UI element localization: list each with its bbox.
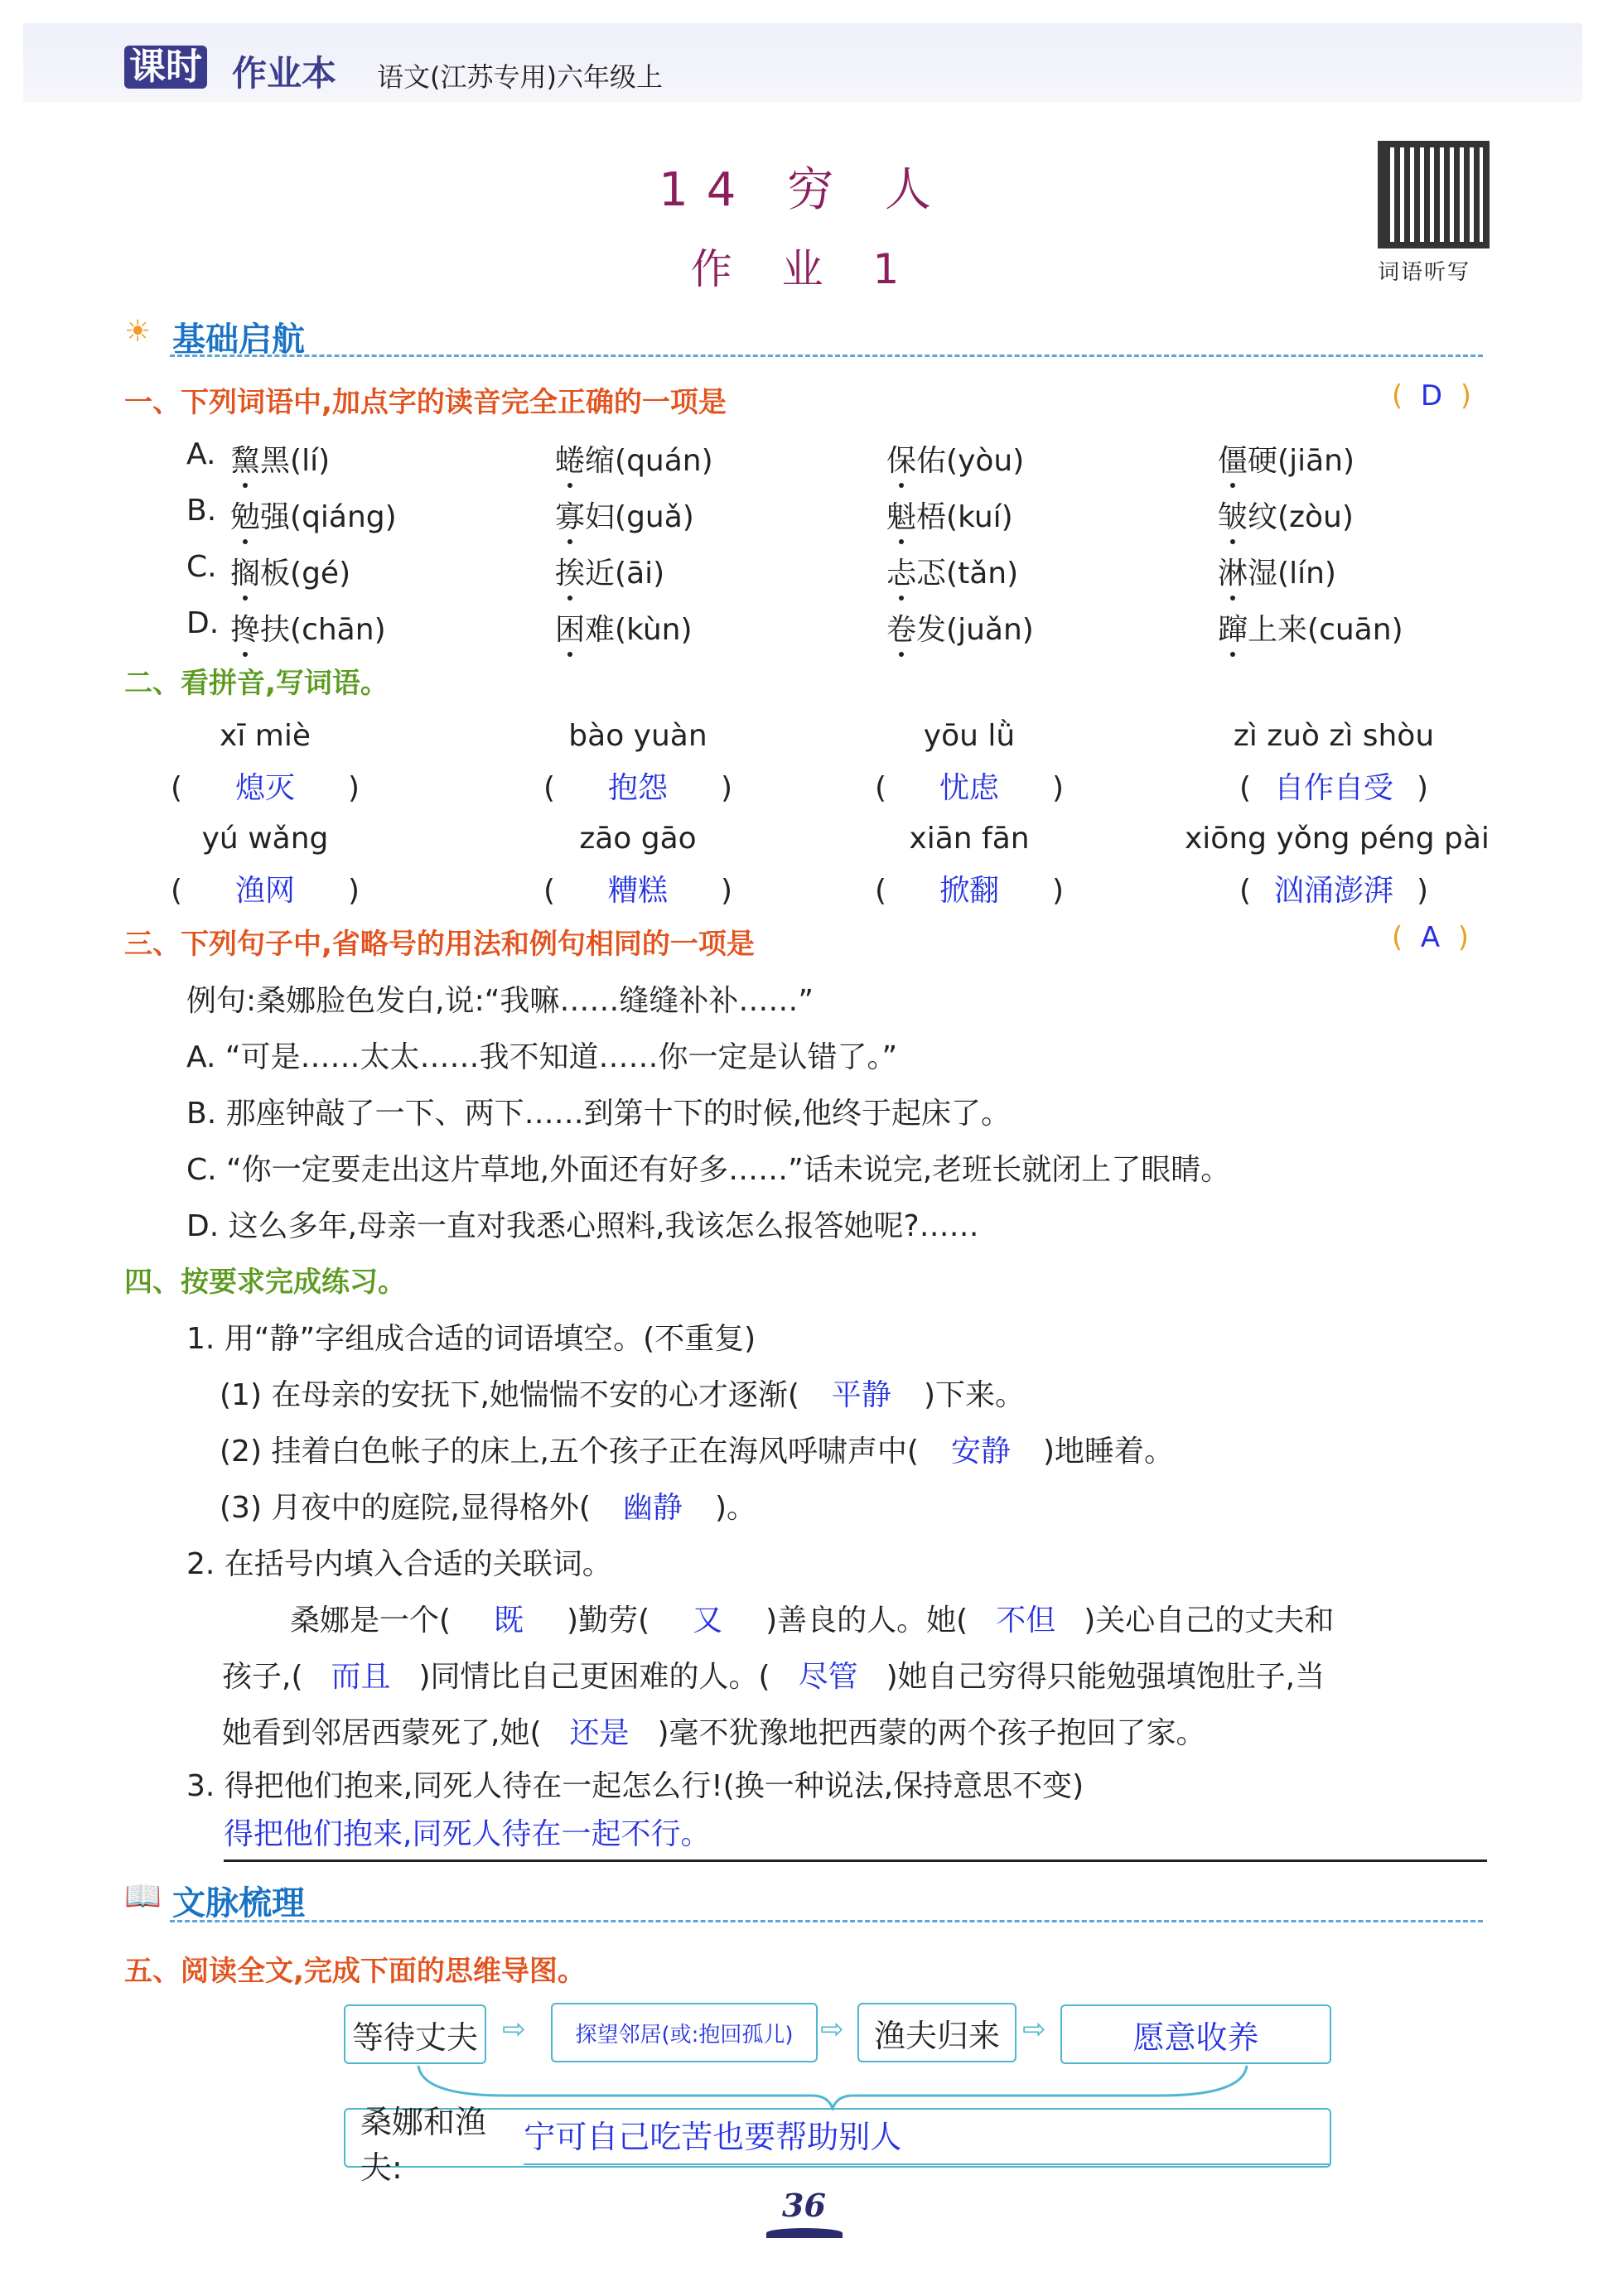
option-word xyxy=(886,437,1024,480)
word-rest: 近 xyxy=(585,557,616,591)
book-pin-icon: 📖 xyxy=(124,1879,162,1913)
word-rest: 难 xyxy=(585,613,616,647)
dotted-char: 卷 xyxy=(886,606,916,649)
answer-word: 还是 xyxy=(569,1716,630,1750)
dotted-char: 保 xyxy=(886,437,916,480)
word-rest: 佑 xyxy=(916,444,947,478)
word-rest: 硬 xyxy=(1248,444,1278,478)
dotted-char: 皱 xyxy=(1218,494,1248,536)
option-word xyxy=(555,550,664,592)
sentence-text: )地睡着。 xyxy=(1042,1435,1174,1469)
answer-word: 掀翻 xyxy=(939,874,999,908)
pinyin-prompt: yōu lǜ xyxy=(923,719,1016,753)
answer-word: 又 xyxy=(693,1604,723,1638)
answer-word: 不但 xyxy=(996,1604,1056,1638)
section-context: 文脉梳理 xyxy=(172,1884,305,1922)
answer-word: 平静 xyxy=(831,1378,891,1412)
option-label: D. xyxy=(186,606,220,640)
section-divider xyxy=(170,355,1483,357)
subject-label: 语文(江苏专用)六年级上 xyxy=(377,61,663,93)
option-word xyxy=(1218,606,1403,649)
q4-2-line xyxy=(290,1597,1334,1639)
word-rest: 黑 xyxy=(260,444,291,478)
option-word xyxy=(230,550,350,592)
pinyin-prompt: bào yuàn xyxy=(568,719,707,753)
sentence-text: )勤劳( xyxy=(567,1604,650,1638)
answer-word: 既 xyxy=(494,1604,524,1638)
option-word xyxy=(886,494,1013,536)
q4-3-answer: 得把他们抱来,同死人待在一起不行。 xyxy=(224,1817,711,1851)
word-rest: 纹 xyxy=(1248,500,1278,534)
lesson-subtitle: 作 业 1 xyxy=(690,245,918,293)
answer-blank: ( 汹涌澎湃 ) xyxy=(1210,867,1458,909)
option-word xyxy=(886,550,1018,592)
answer-word: 而且 xyxy=(331,1660,391,1694)
answer-word: 尽管 xyxy=(798,1660,858,1694)
word-rest: 强 xyxy=(260,500,291,534)
pinyin: (qiáng) xyxy=(290,500,397,534)
answer-word: 幽静 xyxy=(622,1491,683,1525)
dotted-char: 挨 xyxy=(555,550,585,592)
pinyin: (āi) xyxy=(615,557,665,591)
sun-icon: ☀ xyxy=(124,315,152,349)
option-word xyxy=(1218,437,1354,480)
answer-word: 抱怨 xyxy=(607,771,668,805)
dotted-char: 寡 xyxy=(555,494,585,536)
word-rest: 忑 xyxy=(916,557,947,591)
sentence-text: )下来。 xyxy=(923,1378,1025,1412)
pinyin: (zòu) xyxy=(1277,500,1354,534)
page-number: 36 xyxy=(782,2187,826,2224)
option-word xyxy=(1218,550,1336,592)
q4-2-line xyxy=(222,1710,1206,1752)
sentence-text: )毫不犹豫地把西蒙的两个孩子抱回了家。 xyxy=(657,1716,1206,1750)
dotted-char: 忐 xyxy=(886,550,916,592)
sentence-text: )关心自己的丈夫和 xyxy=(1084,1604,1335,1638)
word-rest: 板 xyxy=(260,557,291,591)
answer-word: 熄灭 xyxy=(234,771,295,805)
pinyin: (gé) xyxy=(290,557,351,591)
option-word xyxy=(555,494,694,536)
pinyin: (guǎ) xyxy=(615,500,694,534)
arrow-right-icon: ⇨ xyxy=(820,2013,844,2046)
answer-blank: ( 抱怨 ) xyxy=(514,765,762,807)
q4-2-prompt: 2. 在括号内填入合适的关联词。 xyxy=(186,1547,612,1581)
option-word xyxy=(886,606,1034,649)
arrow-right-icon: ⇨ xyxy=(1022,2013,1046,2046)
word-rest: 梧 xyxy=(916,500,947,534)
answer-word: 糟糕 xyxy=(607,874,668,908)
example-sentence: 例句:桑娜脸色发白,说:“我嘛……缝缝补补……” xyxy=(186,984,814,1018)
pinyin: (chān) xyxy=(290,613,386,647)
dotted-char: 魁 xyxy=(886,494,916,536)
dotted-char: 蜷 xyxy=(555,437,585,480)
pinyin: (kuí) xyxy=(946,500,1013,534)
arrow-right-icon: ⇨ xyxy=(502,2013,526,2046)
dotted-char: 困 xyxy=(555,606,585,649)
answer-word: 忧虑 xyxy=(939,771,999,805)
answer-blank: ( 熄灭 ) xyxy=(141,765,389,807)
q1-heading: 一、下列词语中,加点字的读音完全正确的一项是 xyxy=(124,386,727,419)
pinyin: (cuān) xyxy=(1307,613,1403,647)
sentence-text: (3) 月夜中的庭院,显得格外( xyxy=(220,1491,591,1525)
word-rest: 发 xyxy=(916,613,947,647)
pinyin: (jiān) xyxy=(1277,444,1355,478)
pinyin-prompt: xiōng yǒng péng pài xyxy=(1185,822,1490,856)
q4-1-prompt: 1. 用“静”字组成合适的词语填空。(不重复) xyxy=(186,1322,756,1356)
dotted-char: 僵 xyxy=(1218,437,1248,480)
pinyin-prompt: xī miè xyxy=(220,719,311,753)
brace xyxy=(414,2064,1251,2110)
pinyin: (quán) xyxy=(615,444,713,478)
dotted-char: 蹿 xyxy=(1218,606,1248,649)
sentence-text: )。 xyxy=(714,1491,756,1525)
summary-label: 桑娜和渔夫: xyxy=(360,2104,487,2186)
q1-answer-value: D xyxy=(1420,379,1443,412)
option-word xyxy=(230,606,386,649)
option-word xyxy=(230,437,330,480)
answer-line xyxy=(224,1859,1487,1862)
pinyin: (lín) xyxy=(1277,557,1336,591)
mindmap-box: 愿意收养 xyxy=(1060,2004,1331,2064)
sentence-text: (2) 挂着白色帐子的床上,五个孩子正在海风呼啸声中( xyxy=(220,1435,919,1469)
word-rest: 上来 xyxy=(1248,613,1308,647)
qr-code[interactable] xyxy=(1378,141,1490,248)
option-sentence: A. “可是……太太……我不知道……你一定是认错了。” xyxy=(186,1040,898,1074)
section-basic: 基础启航 xyxy=(172,321,305,359)
pinyin-prompt: zì zuò zì shòu xyxy=(1233,719,1435,753)
word-rest: 扶 xyxy=(260,613,291,647)
sentence-text: )善良的人。她( xyxy=(765,1604,968,1638)
pinyin: (kùn) xyxy=(615,613,693,647)
qr-label: 词语听写 xyxy=(1378,260,1471,285)
fill-sentence xyxy=(220,1484,756,1527)
option-label: B. xyxy=(186,494,217,528)
pinyin: (yòu) xyxy=(946,444,1025,478)
pinyin-prompt: zāo gāo xyxy=(579,822,697,856)
option-word xyxy=(1218,494,1354,536)
q3-heading: 三、下列句子中,省略号的用法和例句相同的一项是 xyxy=(124,928,755,961)
answer-word: 汹涌澎湃 xyxy=(1273,874,1393,908)
sentence-text: (1) 在母亲的安抚下,她惴惴不安的心才逐渐( xyxy=(220,1378,799,1412)
answer-blank: ( 渔网 ) xyxy=(141,867,389,909)
logo: 课时 xyxy=(124,46,207,89)
word-rest: 缩 xyxy=(585,444,616,478)
sentence-text: )她自己穷得只能勉强填饱肚子,当 xyxy=(886,1660,1326,1694)
pinyin: (tǎn) xyxy=(946,557,1019,591)
answer-blank: ( 忧虑 ) xyxy=(845,765,1094,807)
option-label: C. xyxy=(186,550,217,584)
dotted-char: 搁 xyxy=(230,550,260,592)
sentence-text: )同情比自己更困难的人。( xyxy=(418,1660,770,1694)
q4-2-line xyxy=(222,1653,1325,1695)
answer-blank: ( 自作自受 ) xyxy=(1210,765,1458,807)
pinyin-prompt: xiān fān xyxy=(909,822,1030,856)
book-icon xyxy=(766,2228,843,2238)
sentence-text: 桑娜是一个( xyxy=(290,1604,451,1638)
section-divider xyxy=(170,1920,1483,1922)
fill-sentence xyxy=(220,1428,1174,1470)
pinyin-prompt: yú wǎng xyxy=(201,822,329,856)
lesson-title: 14 穷 人 xyxy=(659,163,949,217)
option-label: A. xyxy=(186,437,216,471)
pinyin: (juǎn) xyxy=(946,613,1034,647)
q3-answer: ( A ) xyxy=(1392,921,1470,954)
fill-sentence xyxy=(220,1372,1025,1414)
mindmap-box: 探望邻居(或:抱回孤儿) xyxy=(551,2003,818,2062)
q2-heading: 二、看拼音,写词语。 xyxy=(124,667,389,700)
answer-word: 安静 xyxy=(950,1435,1011,1469)
q4-heading: 四、按要求完成练习。 xyxy=(124,1266,406,1299)
pinyin: (lí) xyxy=(290,444,331,478)
book-name: 作业本 xyxy=(232,53,337,94)
option-sentence: C. “你一定要走出这片草地,外面还有好多……”话未说完,老班长就闭上了眼睛。 xyxy=(186,1153,1231,1187)
option-sentence: D. 这么多年,母亲一直对我悉心照料,我该怎么报答她呢?…… xyxy=(186,1209,979,1243)
answer-word: 渔网 xyxy=(234,874,295,908)
q5-heading: 五、阅读全文,完成下面的思维导图。 xyxy=(124,1955,586,1988)
dotted-char: 淋 xyxy=(1218,550,1248,592)
option-sentence: B. 那座钟敲了一下、两下……到第十下的时候,他终于起床了。 xyxy=(186,1097,1012,1131)
dotted-char: 黧 xyxy=(230,437,260,480)
sentence-text: 她看到邻居西蒙死了,她( xyxy=(222,1716,542,1750)
summary-answer: 宁可自己吃苦也要帮助别人 xyxy=(524,2111,1330,2165)
q3-answer-value: A xyxy=(1420,921,1441,954)
answer-word: 自作自受 xyxy=(1273,771,1393,805)
sentence-text: 孩子,( xyxy=(222,1660,303,1694)
mindmap-box: 等待丈夫 xyxy=(344,2004,486,2064)
answer-blank: ( 糟糕 ) xyxy=(514,867,762,909)
answer-blank: ( 掀翻 ) xyxy=(845,867,1094,909)
summary-box xyxy=(344,2104,1331,2186)
mindmap-box: 渔夫归来 xyxy=(857,2003,1016,2062)
dotted-char: 勉 xyxy=(230,494,260,536)
dotted-char: 搀 xyxy=(230,606,260,649)
word-rest: 妇 xyxy=(585,500,616,534)
q1-answer: ( D ) xyxy=(1392,379,1471,412)
option-word xyxy=(555,606,693,649)
q4-3-prompt: 3. 得把他们抱来,同死人待在一起怎么行!(换一种说法,保持意思不变) xyxy=(186,1769,1084,1803)
word-rest: 湿 xyxy=(1248,557,1278,591)
option-word xyxy=(555,437,713,480)
option-word xyxy=(230,494,397,536)
